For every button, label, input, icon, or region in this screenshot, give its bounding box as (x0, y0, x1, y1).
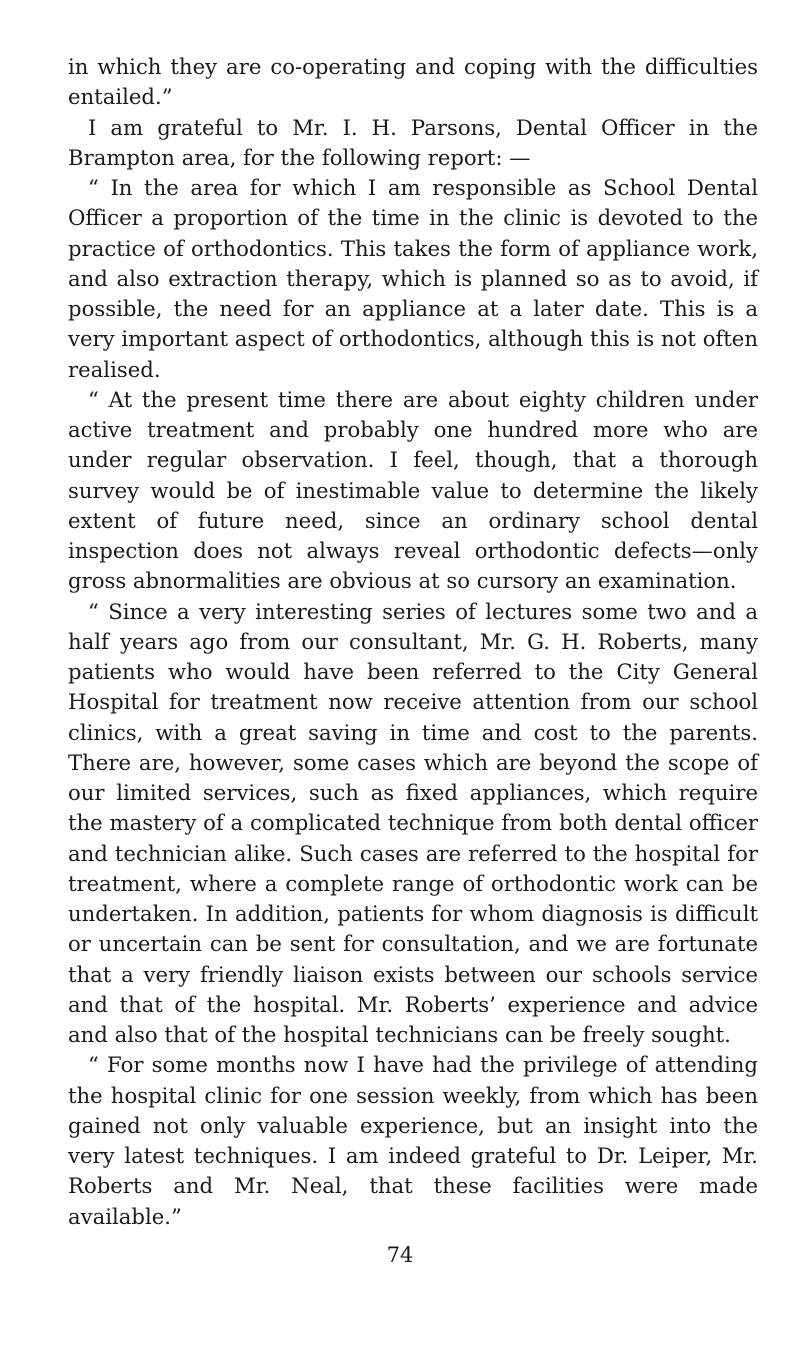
paragraph-orthodontics: “ In the area for which I am responsible as School Dental Officer a proportion of the time in the clinic is devoted to the practice of orthodontics. This takes the form of appliance work, and also extraction therapy, which is planned so as to avoid, if possible, the need for an appliance at a later date. This is a very important aspect of orthodontics, although this is not often realised. (68, 175, 758, 382)
paragraph-lectures: “ Since a very interesting series of lectures some two and a half years ago from our consultant, Mr. G. H. Roberts, many patients who would have been referred to the City General Hospital for treatment now receive attention from our school clinics, with a great saving in time and cost to the parents. There are, however, some cases which are beyond the scope of our limited services, such as fixed appliances, which require the mastery of a complicated technique from both dental officer and technician alike. Such cases are referred to the hospital for treatment, where a complete range of orthodontic work can be undertaken. In addition, patients for whom diagnosis is difficult or uncertain can be sent for consultation, and we are fortunate that a very friendly liaison exists between our schools service and that of the hospital. Mr. Roberts’ experience and advice and also that of the hospital technicians can be freely sought. (68, 598, 758, 1047)
paragraph-treatment: “ At the present time there are about eighty children under active treatment and probably one hundred more who are under regular observation. I feel, though, that a thorough survey would be of inestimable value to determine the likely extent of future need, since an ordinary school dental inspection does not always reveal orthodontic defects—only gross abnormalities are obvious at so cursory an examination. (68, 386, 758, 594)
page-body (68, 52, 758, 1232)
paragraph-continuation: in which they are co-operating and coping with the difficulties entailed.” (68, 54, 758, 110)
page-number: 74 (386, 1243, 414, 1267)
paragraph-intro: I am grateful to Mr. I. H. Parsons, Dental Officer in the Brampton area, for the following report: — (68, 114, 758, 170)
paragraph-clinic: “ For some months now I have had the privilege of attending the hospital clinic for one session weekly, from which has been gained not only valuable experience, but an insight into the very latest techniques. I am indeed grateful to Dr. Leiper, Mr. Roberts and Mr. Neal, that these facilities were made available.” (68, 1052, 758, 1229)
